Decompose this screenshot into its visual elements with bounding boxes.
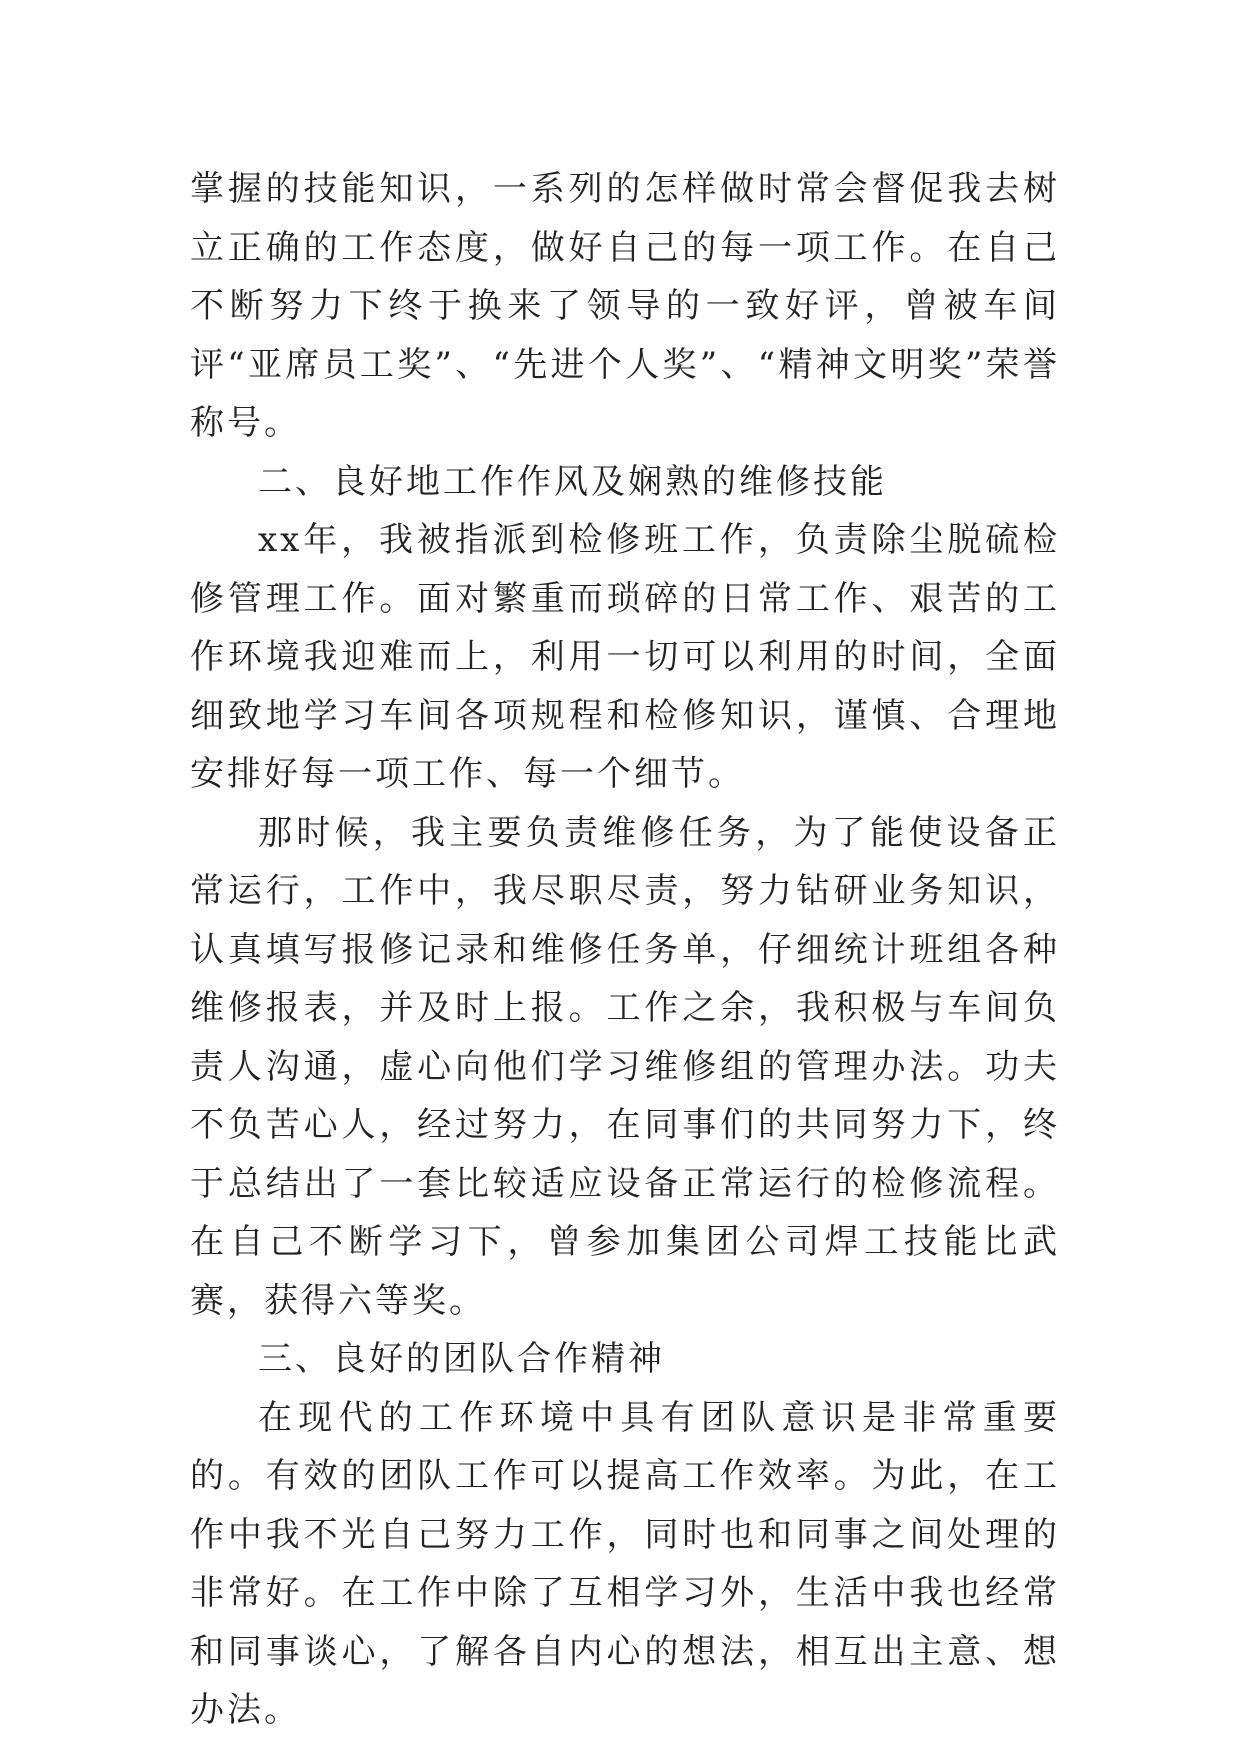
document-body xyxy=(190,160,1060,1740)
paragraph-maintenance-assignment: xx年，我被指派到检修班工作，负责除尘脱硫检修管理工作。面对繁重而琐碎的日常工作、艰苦的工作环境我迎难而上，利用一切可以利用的时间，全面细致地学习车间各项规程和检修知识，谨慎、合理地安排好每一项工作、每一个细节。 xyxy=(190,520,1060,794)
paragraph-maintenance-duties: 那时候，我主要负责维修任务，为了能使设备正常运行，工作中，我尽职尽责，努力钻研业务知识，认真填写报修记录和维修任务单，仔细统计班组各种维修报表，并及时上报。工作之余，我积极与车间负责人沟通，虚心向他们学习维修组的管理办法。功夫不负苦心人，经过努力，在同事们的共同努力下，终于总结出了一套比较适应设备正常运行的检修流程。在自己不断学习下，曾参加集团公司焊工技能比武赛，获得六等奖。 xyxy=(190,812,1060,1321)
paragraph-continuation: 掌握的技能知识，一系列的怎样做时常会督促我去树立正确的工作态度，做好自己的每一项工作。在自己不断努力下终于换来了领导的一致好评，曾被车间评“亚席员工奖”、“先进个人奖”、“精神文明奖”荣誉称号。 xyxy=(190,169,1060,443)
paragraph-teamwork: 在现代的工作环境中具有团队意识是非常重要的。有效的团队工作可以提高工作效率。为此，在工作中我不光自己努力工作，同时也和同事之间处理的非常好。在工作中除了互相学习外，生活中我也经常和同事谈心，了解各自内心的想法，相互出主意、想办法。 xyxy=(190,1397,1060,1730)
section-heading-3: 三、良好的团队合作精神 xyxy=(258,1339,665,1379)
section-heading-2: 二、良好地工作作风及娴熟的维修技能 xyxy=(258,461,887,502)
